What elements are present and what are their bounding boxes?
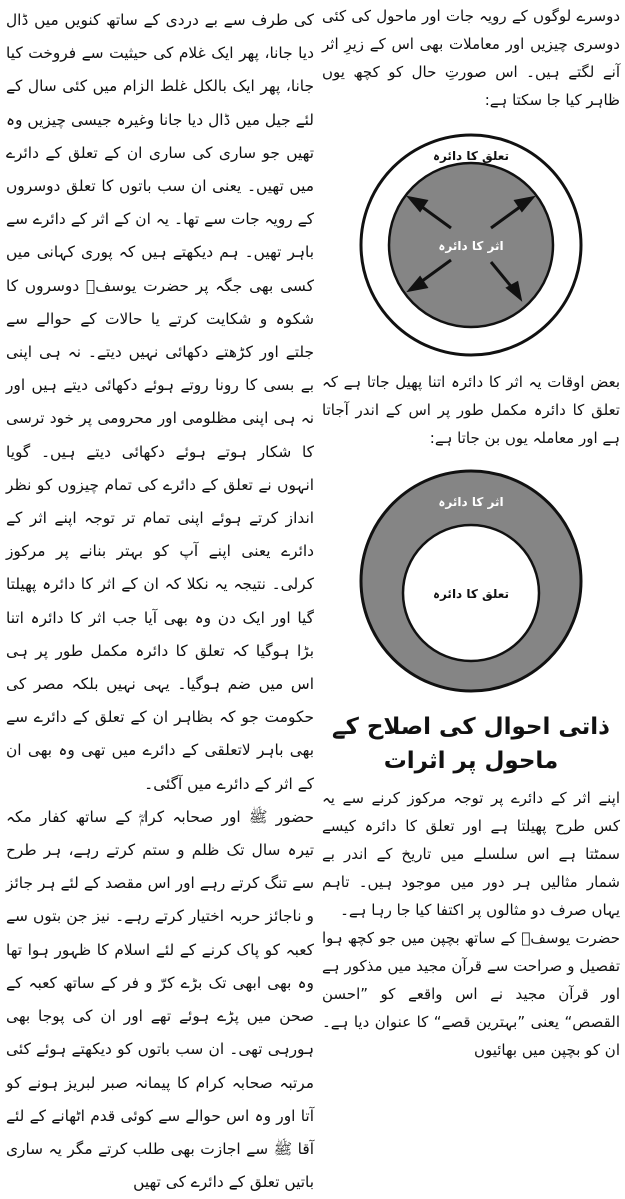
section-heading: ذاتی احوال کی اصلاح کے ماحول پر اثرات [332, 714, 610, 774]
influence-circle-label: اثر کا دائرہ [438, 495, 504, 509]
makkah-paragraph: حضور ﷺ اور صحابہ کرامؓ کے ساتھ کفار مکہ تیرہ سال تک ظلم و ستم کرتے رہے، ہر طرح سے تنگ کرتے رہے اور اس مقصد کے لئے ہر جائز و ناجائز حربہ اختیار کرتے رہے۔ نیز جن بتوں سے کعبہ کو پاک کرنے کے لئے اسلام کا ظہور ہوا تھا وہ بھی ابھی تک بڑے کرّ و فر کے ساتھ کعبہ کے صحن میں پڑے ہوئے تھے اور ان کی پوجا بھی ہورہی تھی۔ ان سب باتوں کو دیکھتے ہوئے کئی مرتبہ صحابہ کرام کا پیمانہ صبر لبریز ہونے کو آتا اور وہ اس حوالے سے کوئی قدم اٹھانے کے لئے آقا ﷺ سے اجازت بھی طلب کرتے مگر یہ ساری باتیں تعلق کے دائرے کی تھیں [6, 807, 314, 1192]
right-column [322, 0, 620, 1064]
concern-circle-label: تعلق کا دائرہ [432, 587, 510, 601]
intro-paragraph: دوسرے لوگوں کے رویہ جات اور ماحول کی کئی دوسری چیزیں اور معاملات بھی اس کے زیرِ اثر آنے لگتے ہیں۔ اس صورتِ حال کو کچھ یوں ظاہر کیا جا سکتا ہے: [322, 7, 620, 109]
diagram-influence-inside-concern [346, 132, 596, 358]
concern-circle-label: تعلق کا دائرہ [432, 149, 510, 163]
section-paragraph: اپنے اثر کے دائرے پر توجہ مرکوز کرنے سے یہ کس طرح پھیلتا ہے اور تعلق کا دائرہ کیسے سمٹتا ہے اس سلسلے میں تاریخ کے اندر بے شمار مثالیں ہر دور میں موجود ہیں۔ تاہم یہاں صرف دو مثالوں پر اکتفا کیا جا رہا ہے۔ [322, 789, 620, 919]
influence-circle-label: اثر کا دائرہ [438, 239, 504, 253]
middle-paragraph: بعض اوقات یہ اثر کا دائرہ اتنا پھیل جاتا ہے کہ تعلق کا دائرہ مکمل طور پر اس کے اندر آجاتا ہے اور معاملہ یوں بن جاتا ہے: [322, 373, 620, 447]
yusuf-paragraph: حضرت یوسفؑ کے ساتھ بچپن میں جو کچھ ہوا تفصیل و صراحت سے قرآن مجید میں مذکور ہے اور قرآن مجید نے اس واقعے کو ”احسن القصص“ یعنی ”بہترین قصے“ کا عنوان دیا ہے۔ ان کو بچپن میں بھائیوں [322, 929, 620, 1059]
left-column [6, 0, 314, 1199]
diagram-concern-inside-influence [346, 468, 596, 694]
yusuf-continued-paragraph: کی طرف سے بے دردی کے ساتھ کنویں میں ڈال دیا جانا، پھر ایک غلام کی حیثیت سے فروخت کیا جانا، پھر ایک بالکل غلط الزام میں کئی سال کے لئے جیل میں ڈال دیا جانا وغیرہ جیسی چیزیں وہ تھیں جو ساری کی ساری ان کے تعلق کے دائرے میں تھیں۔ یعنی ان سب باتوں کا تعلق دوسروں کے رویہ جات سے تھا۔ یہ ان کے اثر کے دائرے سے باہر تھیں۔ ہم دیکھتے ہیں کہ پوری کہانی میں کسی بھی جگہ پر حضرت یوسفؑ دوسروں کا شکوہ و شکایت کرتے یا حالات کے حوالے سے جلتے اور کڑھتے دکھائی نہیں دیتے۔ نہ ہی اپنی بے بسی کا رونا روتے ہوئے دکھائی دیتے ہیں اور نہ ہی اپنی مظلومی اور محرومی پر خود ترسی کا شکار ہوتے ہوئے دکھائی دیتے ہیں۔ گویا انہوں نے تعلق کے دائرے کی تمام چیزوں کو نظر انداز کرتے ہوئے اپنی تمام تر توجہ اپنے اثر کے دائرے یعنی اپنے آپ کو بہتر بنانے پر مرکوز کرلی۔ نتیجہ یہ نکلا کہ ان کے اثر کا دائرہ پھیلتا گیا اور ایک دن وہ بھی آیا جب اثر کا دائرہ اتنا بڑا ہوگیا کہ تعلق کا دائرہ مکمل طور پر ہی اس میں ضم ہوگیا۔ یہی نہیں بلکہ مصر کی حکومت جو کہ بظاہر ان کے تعلق کے دائرے سے بھی باہر لاتعلقی کے دائرے میں تھی وہ بھی ان کے اثر کے دائرے میں آگئی۔ [6, 11, 314, 793]
